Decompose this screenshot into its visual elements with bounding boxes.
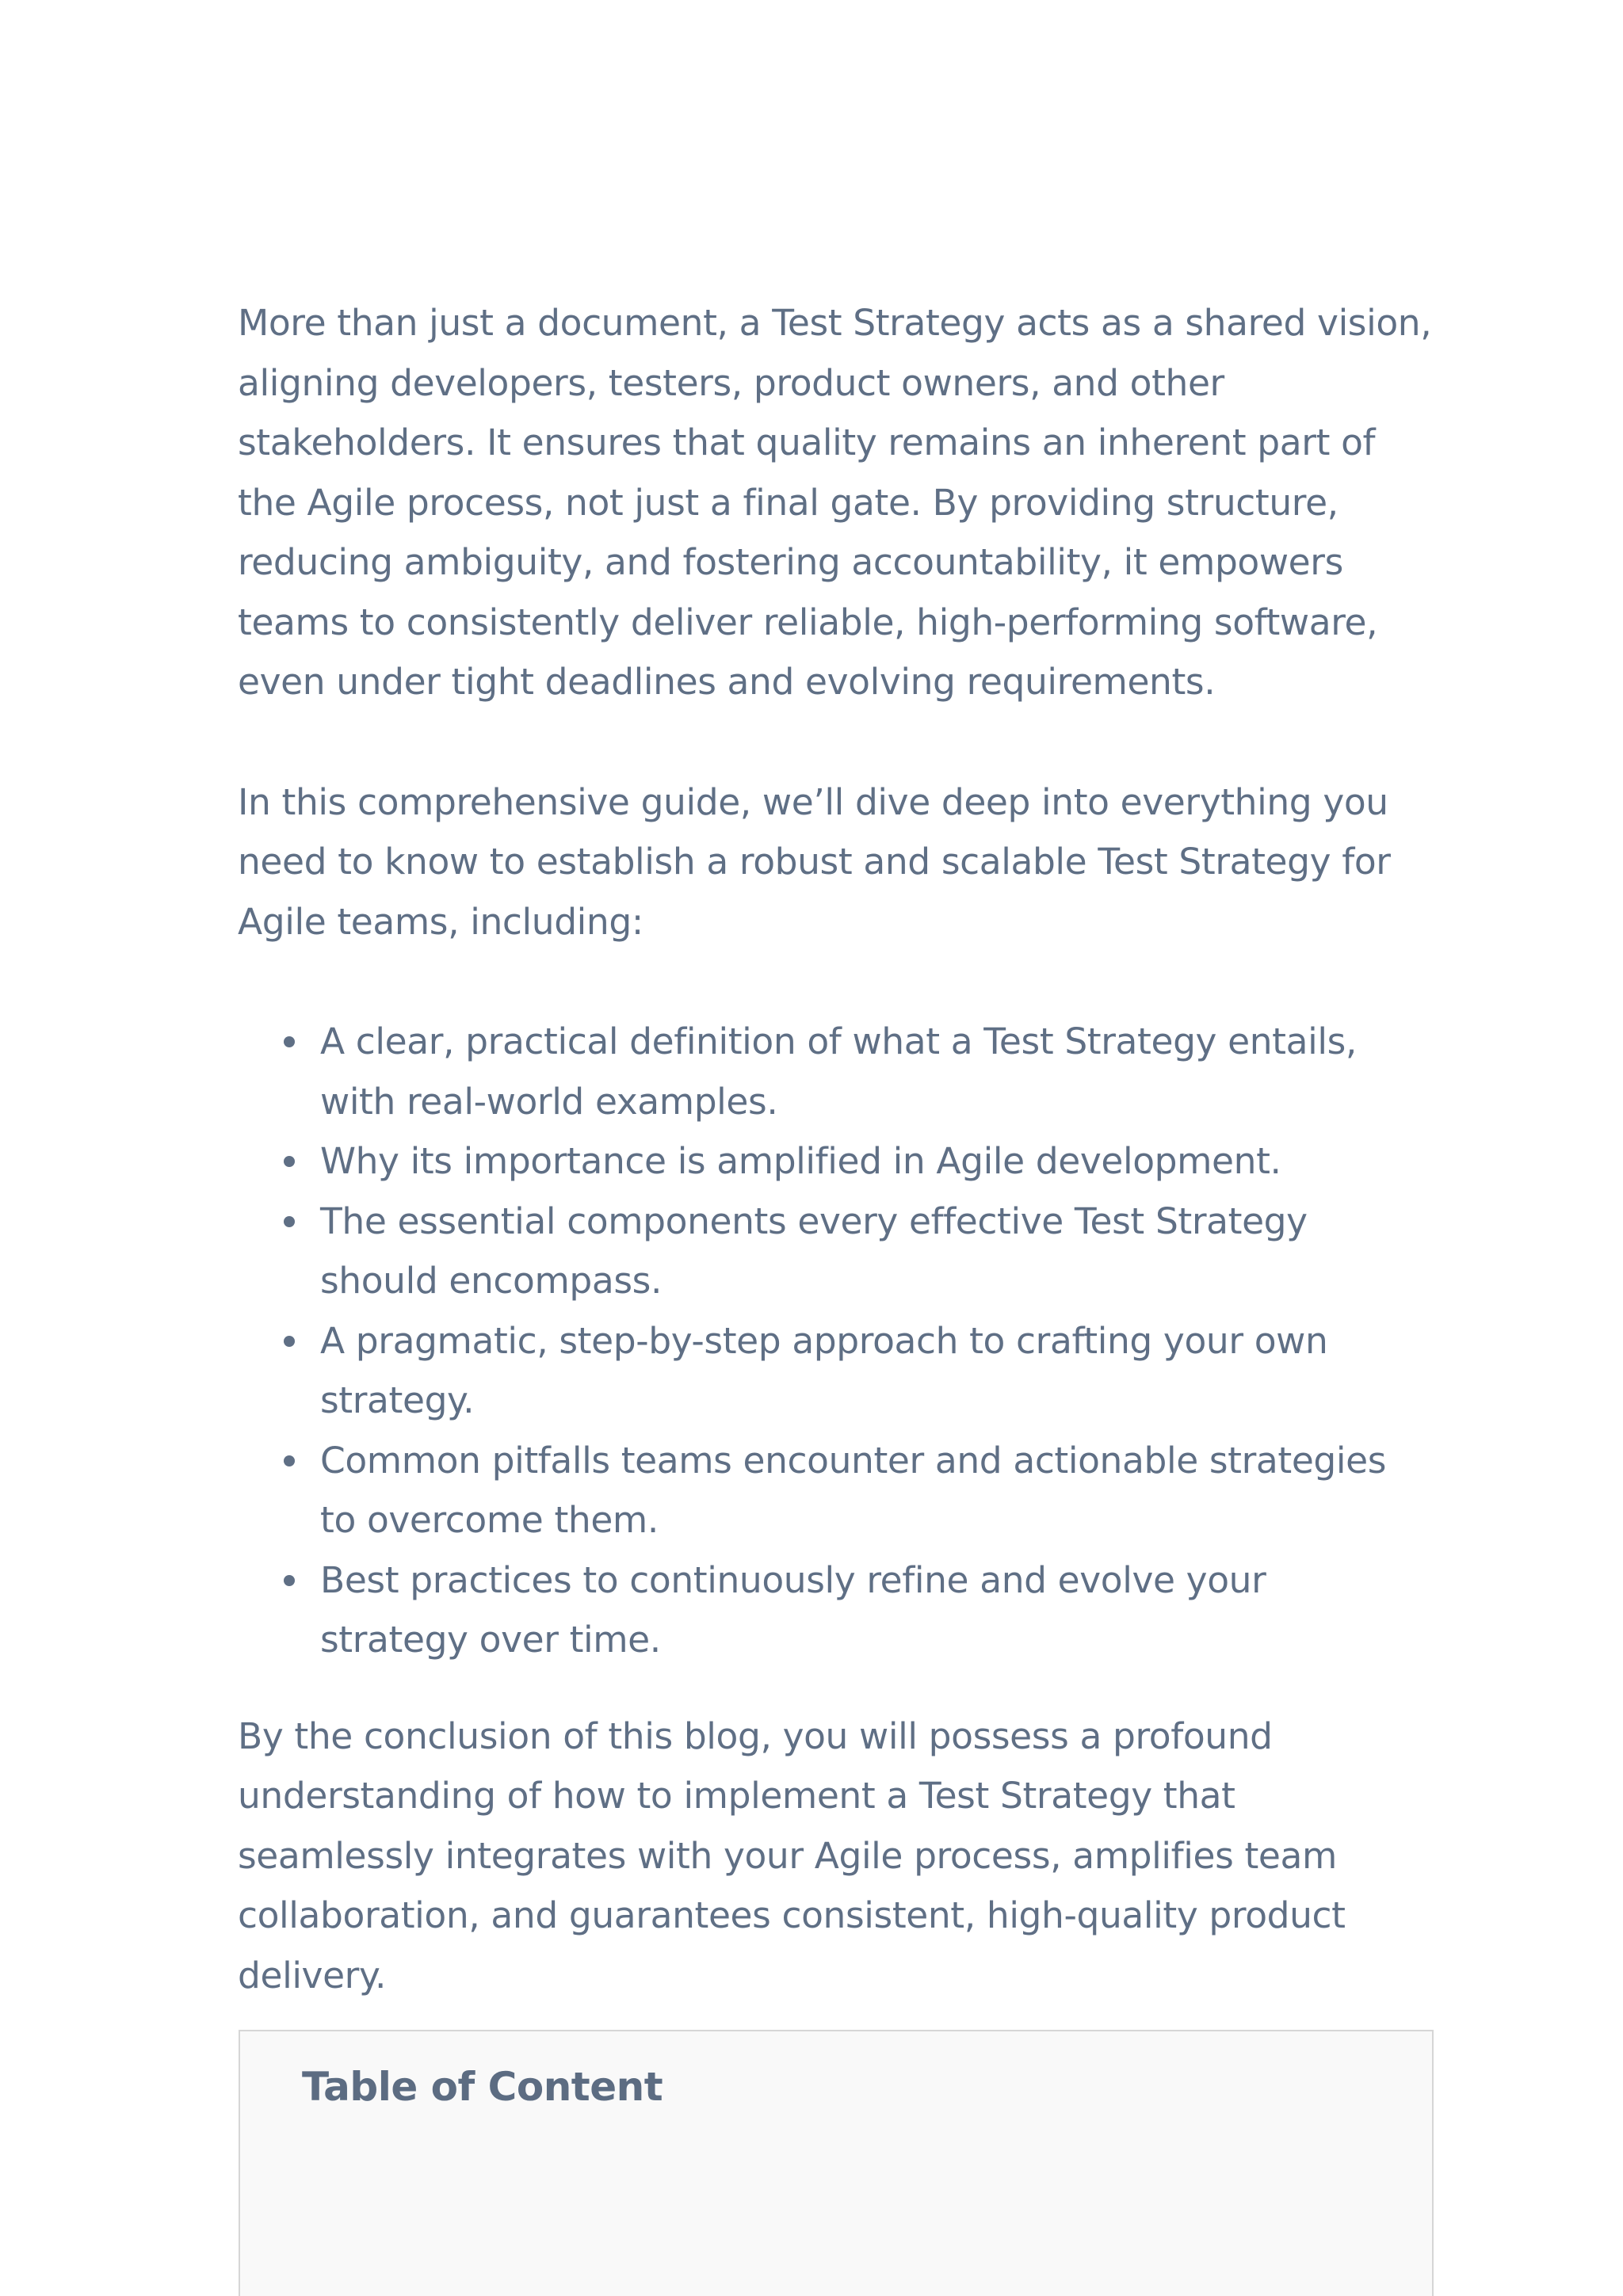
toc-title: Table of Content xyxy=(302,2064,663,2110)
list-item-text: Why its importance is amplified in Agile development. xyxy=(320,1140,1281,1182)
conclusion-paragraph: By the conclusion of this blog, you will possess a profound understanding of how to implement a Test Strategy that seamlessly integrates with your Agile process, amplifies team collaboration, and guarantees consistent, high-quality product delivery. xyxy=(238,1714,1346,1997)
paragraph-spacer xyxy=(238,1670,1442,1707)
list-item-text: Best practices to continuously refine and evolve your strategy over time. xyxy=(320,1558,1266,1661)
topics-list xyxy=(238,1012,1442,1670)
article-body xyxy=(238,293,1442,2005)
list-item-text: Common pitfalls teams encounter and actionable strategies to overcome them. xyxy=(320,1439,1387,1541)
bullet-icon xyxy=(284,1036,295,1047)
list-item xyxy=(320,1431,1442,1550)
list-item xyxy=(320,1311,1442,1431)
intro-paragraph-2: In this comprehensive guide, we’ll dive deep into everything you need to know to establish a robust and scalable Test Strategy for Agile teams, including: xyxy=(238,780,1391,943)
intro-paragraph-1: More than just a document, a Test Strategy acts as a shared vision, aligning developers, testers, product owners, and other stakeholders. It ensures that quality remains an inherent part of the Agile process, not just a final gate. By providing structure, reducing ambiguity, and fostering accountability, it empowers teams to consistently deliver reliable, high-performing software, even under tight deadlines and evolving requirements. xyxy=(238,302,1432,703)
list-item xyxy=(320,1550,1442,1670)
paragraph-spacer xyxy=(238,712,1442,772)
list-item xyxy=(320,1012,1442,1131)
bullet-icon xyxy=(284,1216,295,1227)
paragraph-spacer xyxy=(238,952,1442,1012)
table-of-content-box xyxy=(239,2030,1434,2296)
list-item-text: A clear, practical definition of what a Test Strategy entails, with real-world examples. xyxy=(320,1020,1357,1123)
list-item xyxy=(320,1131,1442,1192)
bullet-icon xyxy=(284,1455,295,1466)
bullet-icon xyxy=(284,1336,295,1347)
bullet-icon xyxy=(284,1156,295,1167)
list-item-text: A pragmatic, step-by-step approach to crafting your own strategy. xyxy=(320,1319,1328,1421)
list-item-text: The essential components every effective Test Strategy should encompass. xyxy=(320,1199,1308,1302)
list-item xyxy=(320,1192,1442,1311)
bullet-icon xyxy=(284,1575,295,1586)
